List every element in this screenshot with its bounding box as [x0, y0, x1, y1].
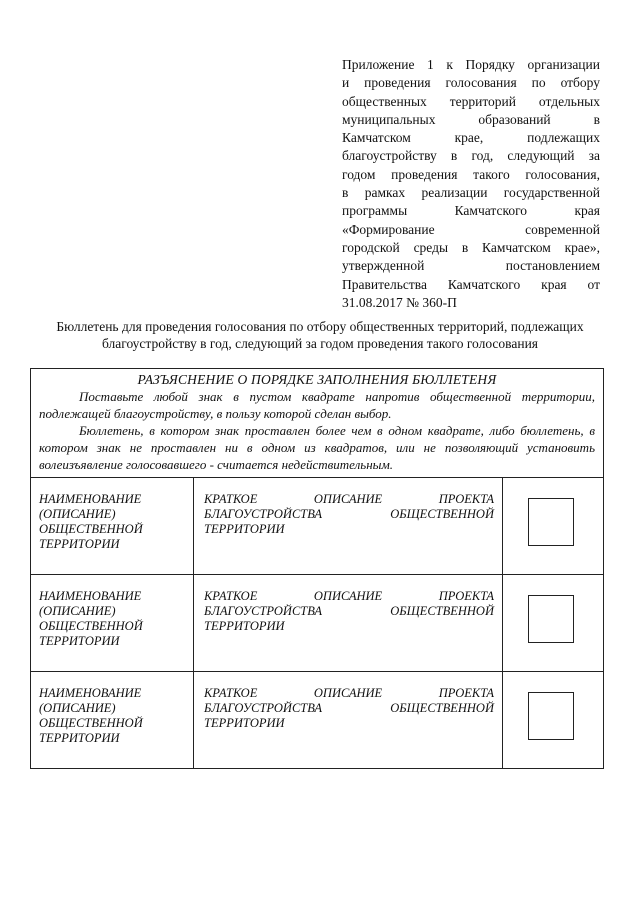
vote-cell: [503, 478, 604, 575]
vote-checkbox[interactable]: [528, 692, 574, 740]
vote-cell: [503, 672, 604, 769]
ballot-title: Бюллетень для проведения голосования по отбору общественных территорий, подлежащих благоустройству в год, следующий за годом проведения такого голосования: [56, 319, 584, 351]
project-description: [194, 478, 503, 575]
appendix-line: Правительства Камчатского края от: [342, 276, 600, 292]
vote-cell: [503, 575, 604, 672]
project-description: [194, 672, 503, 769]
appendix-line: годом проведения такого голосования,: [342, 166, 600, 182]
appendix-line: «Формирование современной: [342, 221, 600, 237]
appendix-line: благоустройству в год, следующий за: [342, 148, 600, 164]
instructions-row: [31, 369, 604, 478]
ballot-table: [30, 368, 604, 769]
vote-checkbox[interactable]: [528, 498, 574, 546]
appendix-line: программы Камчатского края: [342, 203, 600, 219]
project-description: [194, 575, 503, 672]
appendix-header: [342, 56, 600, 312]
candidate-row: [31, 575, 604, 672]
project-description-line: КРАТКОЕ ОПИСАНИЕ ПРОЕКТА БЛАГОУСТРОЙСТВА ОБЩЕСТВЕННОЙ: [204, 589, 494, 618]
project-description-line: ТЕРРИТОРИИ: [204, 522, 285, 536]
vote-checkbox[interactable]: [528, 595, 574, 643]
territory-name: НАИМЕНОВАНИЕ (ОПИСАНИЕ) ОБЩЕСТВЕННОЙ ТЕРРИТОРИИ: [31, 672, 194, 769]
appendix-line: общественных территорий отдельных: [342, 93, 600, 109]
project-description-line: ТЕРРИТОРИИ: [204, 619, 285, 633]
territory-name: НАИМЕНОВАНИЕ (ОПИСАНИЕ) ОБЩЕСТВЕННОЙ ТЕРРИТОРИИ: [31, 575, 194, 672]
appendix-line: 31.08.2017 № 360-П: [342, 294, 457, 310]
appendix-line: в рамках реализации государственной: [342, 185, 600, 201]
candidate-row: [31, 478, 604, 575]
candidate-row: [31, 672, 604, 769]
appendix-line: Камчатском крае, подлежащих: [342, 130, 600, 146]
instructions-cell: [31, 369, 604, 478]
instructions-heading: РАЗЪЯСНЕНИЕ О ПОРЯДКЕ ЗАПОЛНЕНИЯ БЮЛЛЕТЕНЯ: [137, 372, 497, 387]
appendix-line: городской среды в Камчатском крае»,: [342, 239, 600, 255]
appendix-line: муниципальных образований в: [342, 111, 600, 127]
instructions-paragraph: Поставьте любой знак в пустом квадрате напротив общественной территории, подлежащей благоустройству, в пользу которой сделан выбор.: [39, 389, 595, 421]
project-description-line: ТЕРРИТОРИИ: [204, 716, 285, 730]
appendix-line: утвержденной постановлением: [342, 258, 600, 274]
territory-name: НАИМЕНОВАНИЕ (ОПИСАНИЕ) ОБЩЕСТВЕННОЙ ТЕРРИТОРИИ: [31, 478, 194, 575]
appendix-line: и проведения голосования по отбору: [342, 75, 600, 91]
project-description-line: КРАТКОЕ ОПИСАНИЕ ПРОЕКТА БЛАГОУСТРОЙСТВА ОБЩЕСТВЕННОЙ: [204, 686, 494, 715]
instructions-paragraph: Бюллетень, в котором знак проставлен более чем в одном квадрате, либо бюллетень, в котором знак не проставлен ни в одном из квадратов, или не позволяющий установить волеизъявление голосовавшего - считается недействительным.: [39, 423, 595, 472]
project-description-line: КРАТКОЕ ОПИСАНИЕ ПРОЕКТА БЛАГОУСТРОЙСТВА ОБЩЕСТВЕННОЙ: [204, 492, 494, 521]
appendix-line: Приложение 1 к Порядку организации: [342, 57, 600, 72]
